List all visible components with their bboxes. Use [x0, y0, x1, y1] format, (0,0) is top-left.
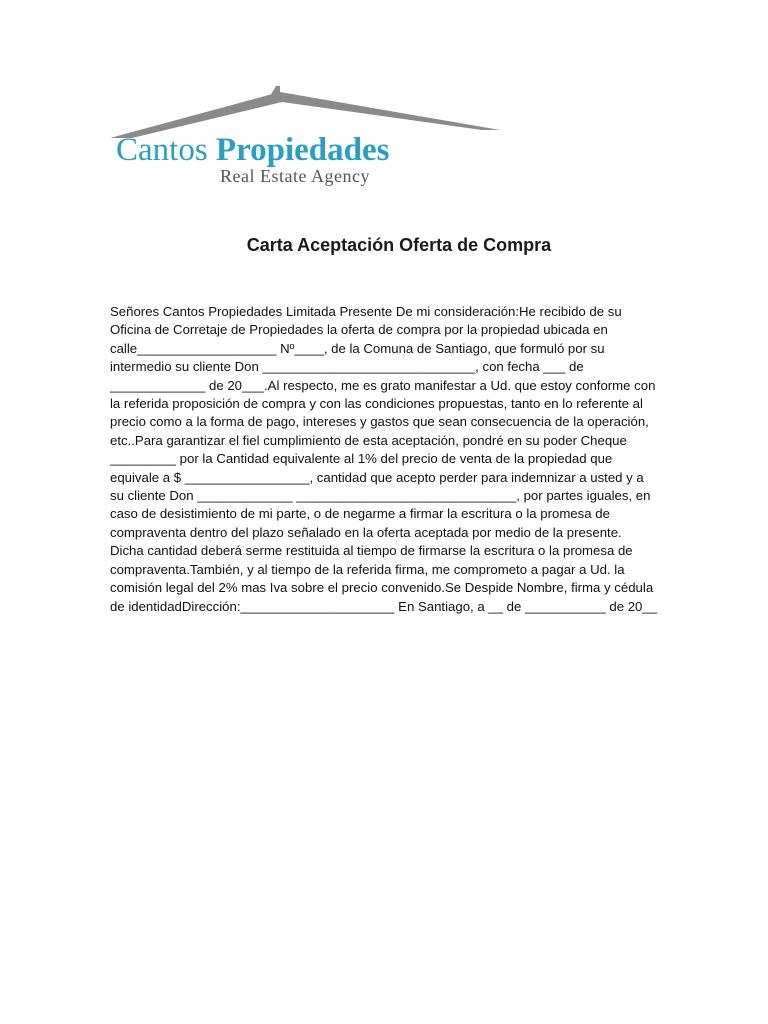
company-logo: [110, 86, 560, 190]
logo-tagline: Real Estate Agency: [220, 166, 370, 186]
letter-body: Señores Cantos Propiedades Limitada Presente De mi consideración:He recibido de su Oficina de Corretaje de Propiedades la oferta de compra por la propiedad ubicada en calle___________________ Nº____, de la Comuna de Santiago, que formuló por su intermedio su cliente Don _____________________________, con fecha ___ de _____________ de 20___.Al respecto, me es grato manifestar a Ud. que estoy conforme con la referida proposición de compra y con las condiciones propuestas, tanto en lo referente al precio como a la forma de pago, intereses y gastos que sean consecuencia de la operación, etc..Para garantizar el fiel cumplimiento de esta aceptación, pondré en su poder Cheque _________ por la Cantidad equivalente al 1% del precio de venta de la propiedad que equivale a $ _________________, cantidad que acepto perder para indemnizar a usted y a su cliente Don _____________ ______________________________, por partes iguales, en caso de desistimiento de mi parte, o de negarme a firmar la escritura o la promesa de compraventa dentro del plazo señalado en la oferta aceptada por medio de la presente. Dicha cantidad deberá serme restituida al tiempo de firmarse la escritura o la promesa de compraventa.También, y al tiempo de la referida firma, me comprometo a pagar a Ud. la comisión legal del 2% mas Iva sobre el precio convenido.Se Despide Nombre, firma y cédula de identidadDirección:_____________________ En Santiago, a __ de ___________ de 20__: [110, 304, 658, 614]
logo-word-cantos: Cantos: [116, 132, 208, 168]
logo-wordmark: [116, 132, 556, 168]
letter-title: Carta Aceptación Oferta de Compra: [246, 235, 552, 255]
logo-word-propiedades: Propiedades: [215, 132, 390, 168]
